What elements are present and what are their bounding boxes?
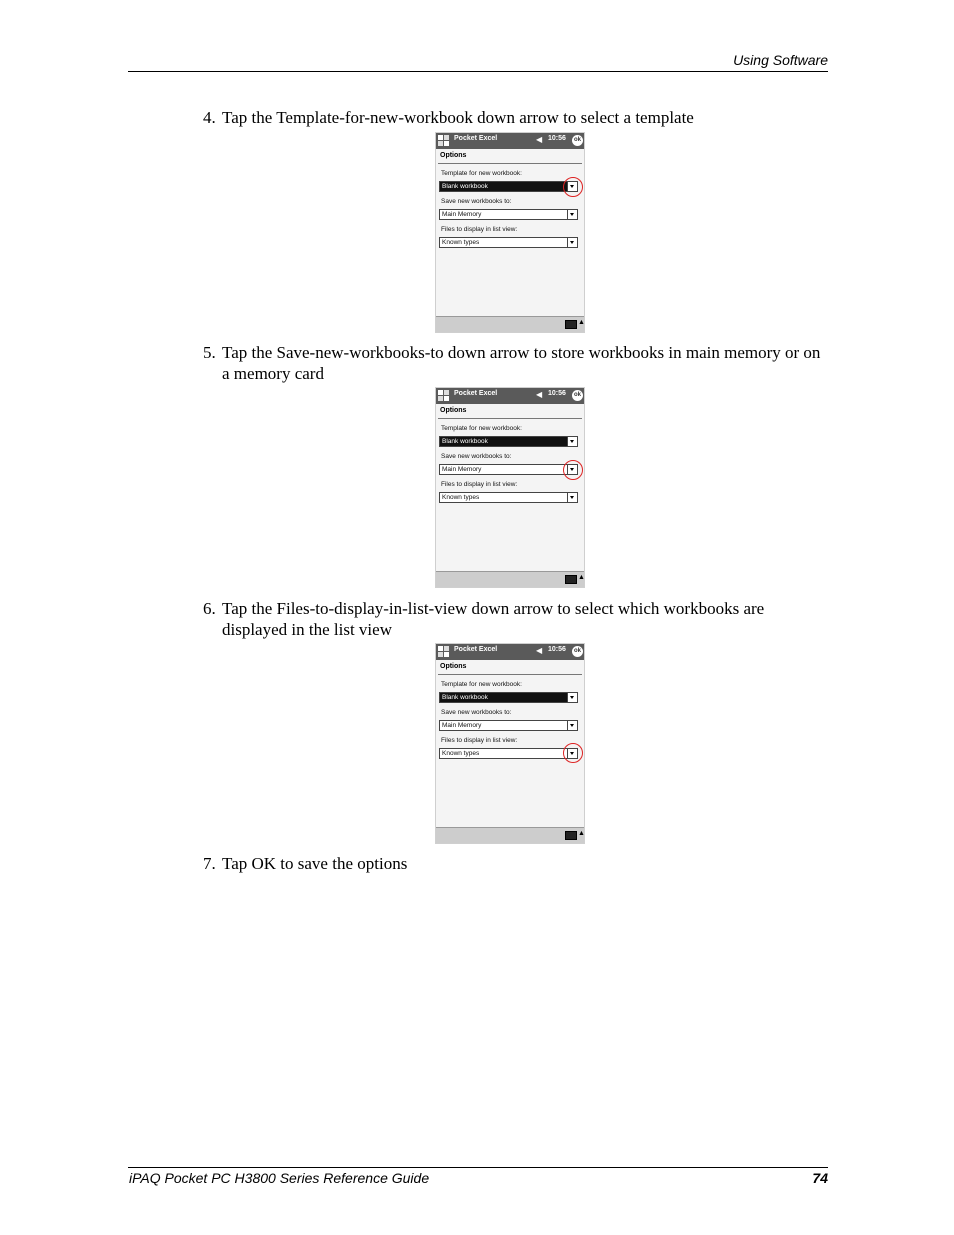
- files-dropdown[interactable]: [439, 748, 578, 759]
- template-label: Template for new workbook:: [441, 170, 522, 177]
- up-arrow-icon[interactable]: ▲: [578, 830, 585, 837]
- step-number: 4.: [203, 108, 216, 127]
- save-value: Main Memory: [442, 211, 482, 218]
- chevron-down-icon[interactable]: [567, 238, 577, 247]
- header-rule: [128, 71, 828, 72]
- files-label: Files to display in list view:: [441, 737, 518, 744]
- save-dropdown[interactable]: [439, 720, 578, 731]
- windows-start-icon[interactable]: [437, 134, 450, 147]
- files-value: Known types: [442, 494, 480, 501]
- app-title: Pocket Excel: [454, 390, 498, 397]
- page-number: 74: [812, 1170, 828, 1186]
- options-heading: Options: [440, 407, 467, 414]
- up-arrow-icon[interactable]: ▲: [578, 574, 585, 581]
- save-value: Main Memory: [442, 722, 482, 729]
- keyboard-icon[interactable]: [565, 320, 577, 329]
- title-bar: [436, 644, 584, 660]
- highlight-circle: [563, 460, 583, 480]
- windows-start-icon[interactable]: [437, 389, 450, 402]
- keyboard-icon[interactable]: [565, 575, 577, 584]
- app-title: Pocket Excel: [454, 646, 498, 653]
- speaker-icon[interactable]: ◀: [536, 646, 543, 655]
- clock[interactable]: 10:56: [548, 135, 566, 142]
- chevron-down-icon[interactable]: [567, 210, 577, 219]
- chevron-down-icon[interactable]: [567, 493, 577, 502]
- menu-bar: [436, 571, 584, 587]
- template-label: Template for new workbook:: [441, 425, 522, 432]
- ok-button[interactable]: ok: [572, 646, 583, 657]
- footer-rule: [128, 1167, 828, 1168]
- save-dropdown[interactable]: [439, 464, 578, 475]
- title-bar: [436, 133, 584, 149]
- step-number: 6.: [203, 599, 216, 618]
- ok-button[interactable]: ok: [572, 390, 583, 401]
- save-dropdown[interactable]: [439, 209, 578, 220]
- clock[interactable]: 10:56: [548, 390, 566, 397]
- keyboard-icon[interactable]: [565, 831, 577, 840]
- save-label: Save new workbooks to:: [441, 709, 512, 716]
- clock[interactable]: 10:56: [548, 646, 566, 653]
- ok-button[interactable]: ok: [572, 135, 583, 146]
- highlight-circle: [563, 177, 583, 197]
- step-text: Tap the Template-for-new-workbook down arrow to select a template: [222, 108, 694, 127]
- step-number: 7.: [203, 854, 216, 873]
- windows-start-icon[interactable]: [437, 645, 450, 658]
- app-title: Pocket Excel: [454, 135, 498, 142]
- files-label: Files to display in list view:: [441, 481, 518, 488]
- divider: [438, 674, 582, 675]
- template-dropdown[interactable]: [439, 436, 578, 447]
- step-7: [203, 853, 828, 874]
- template-dropdown[interactable]: [439, 181, 578, 192]
- chevron-down-icon[interactable]: [567, 437, 577, 446]
- files-dropdown[interactable]: [439, 492, 578, 503]
- pocket-excel-screenshot-1: [435, 132, 585, 333]
- up-arrow-icon[interactable]: ▲: [578, 319, 585, 326]
- menu-bar: [436, 316, 584, 332]
- step-4: [203, 107, 828, 128]
- template-value: Blank workbook: [442, 694, 488, 701]
- chevron-down-icon[interactable]: [567, 693, 577, 702]
- divider: [438, 418, 582, 419]
- template-dropdown[interactable]: [439, 692, 578, 703]
- header-section-title: Using Software: [733, 52, 828, 68]
- template-label: Template for new workbook:: [441, 681, 522, 688]
- step-5: [203, 342, 828, 384]
- files-dropdown[interactable]: [439, 237, 578, 248]
- files-value: Known types: [442, 750, 480, 757]
- options-heading: Options: [440, 152, 467, 159]
- files-value: Known types: [442, 239, 480, 246]
- divider: [438, 163, 582, 164]
- speaker-icon[interactable]: ◀: [536, 390, 543, 399]
- step-text: Tap the Files-to-display-in-list-view down arrow to select which workbooks are displayed in the list view: [222, 599, 765, 639]
- chevron-down-icon[interactable]: [567, 721, 577, 730]
- highlight-circle: [563, 743, 583, 763]
- step-number: 5.: [203, 343, 216, 362]
- step-text: Tap the Save-new-workbooks-to down arrow to store workbooks in main memory or on a memory card: [222, 343, 821, 383]
- footer-guide-title: iPAQ Pocket PC H3800 Series Reference Guide: [129, 1170, 430, 1186]
- menu-bar: [436, 827, 584, 843]
- template-value: Blank workbook: [442, 438, 488, 445]
- save-value: Main Memory: [442, 466, 482, 473]
- speaker-icon[interactable]: ◀: [536, 135, 543, 144]
- title-bar: [436, 388, 584, 404]
- step-text: Tap OK to save the options: [222, 854, 408, 873]
- files-label: Files to display in list view:: [441, 226, 518, 233]
- save-label: Save new workbooks to:: [441, 453, 512, 460]
- pocket-excel-screenshot-2: [435, 387, 585, 588]
- save-label: Save new workbooks to:: [441, 198, 512, 205]
- pocket-excel-screenshot-3: [435, 643, 585, 844]
- options-heading: Options: [440, 663, 467, 670]
- template-value: Blank workbook: [442, 183, 488, 190]
- step-6: [203, 598, 828, 640]
